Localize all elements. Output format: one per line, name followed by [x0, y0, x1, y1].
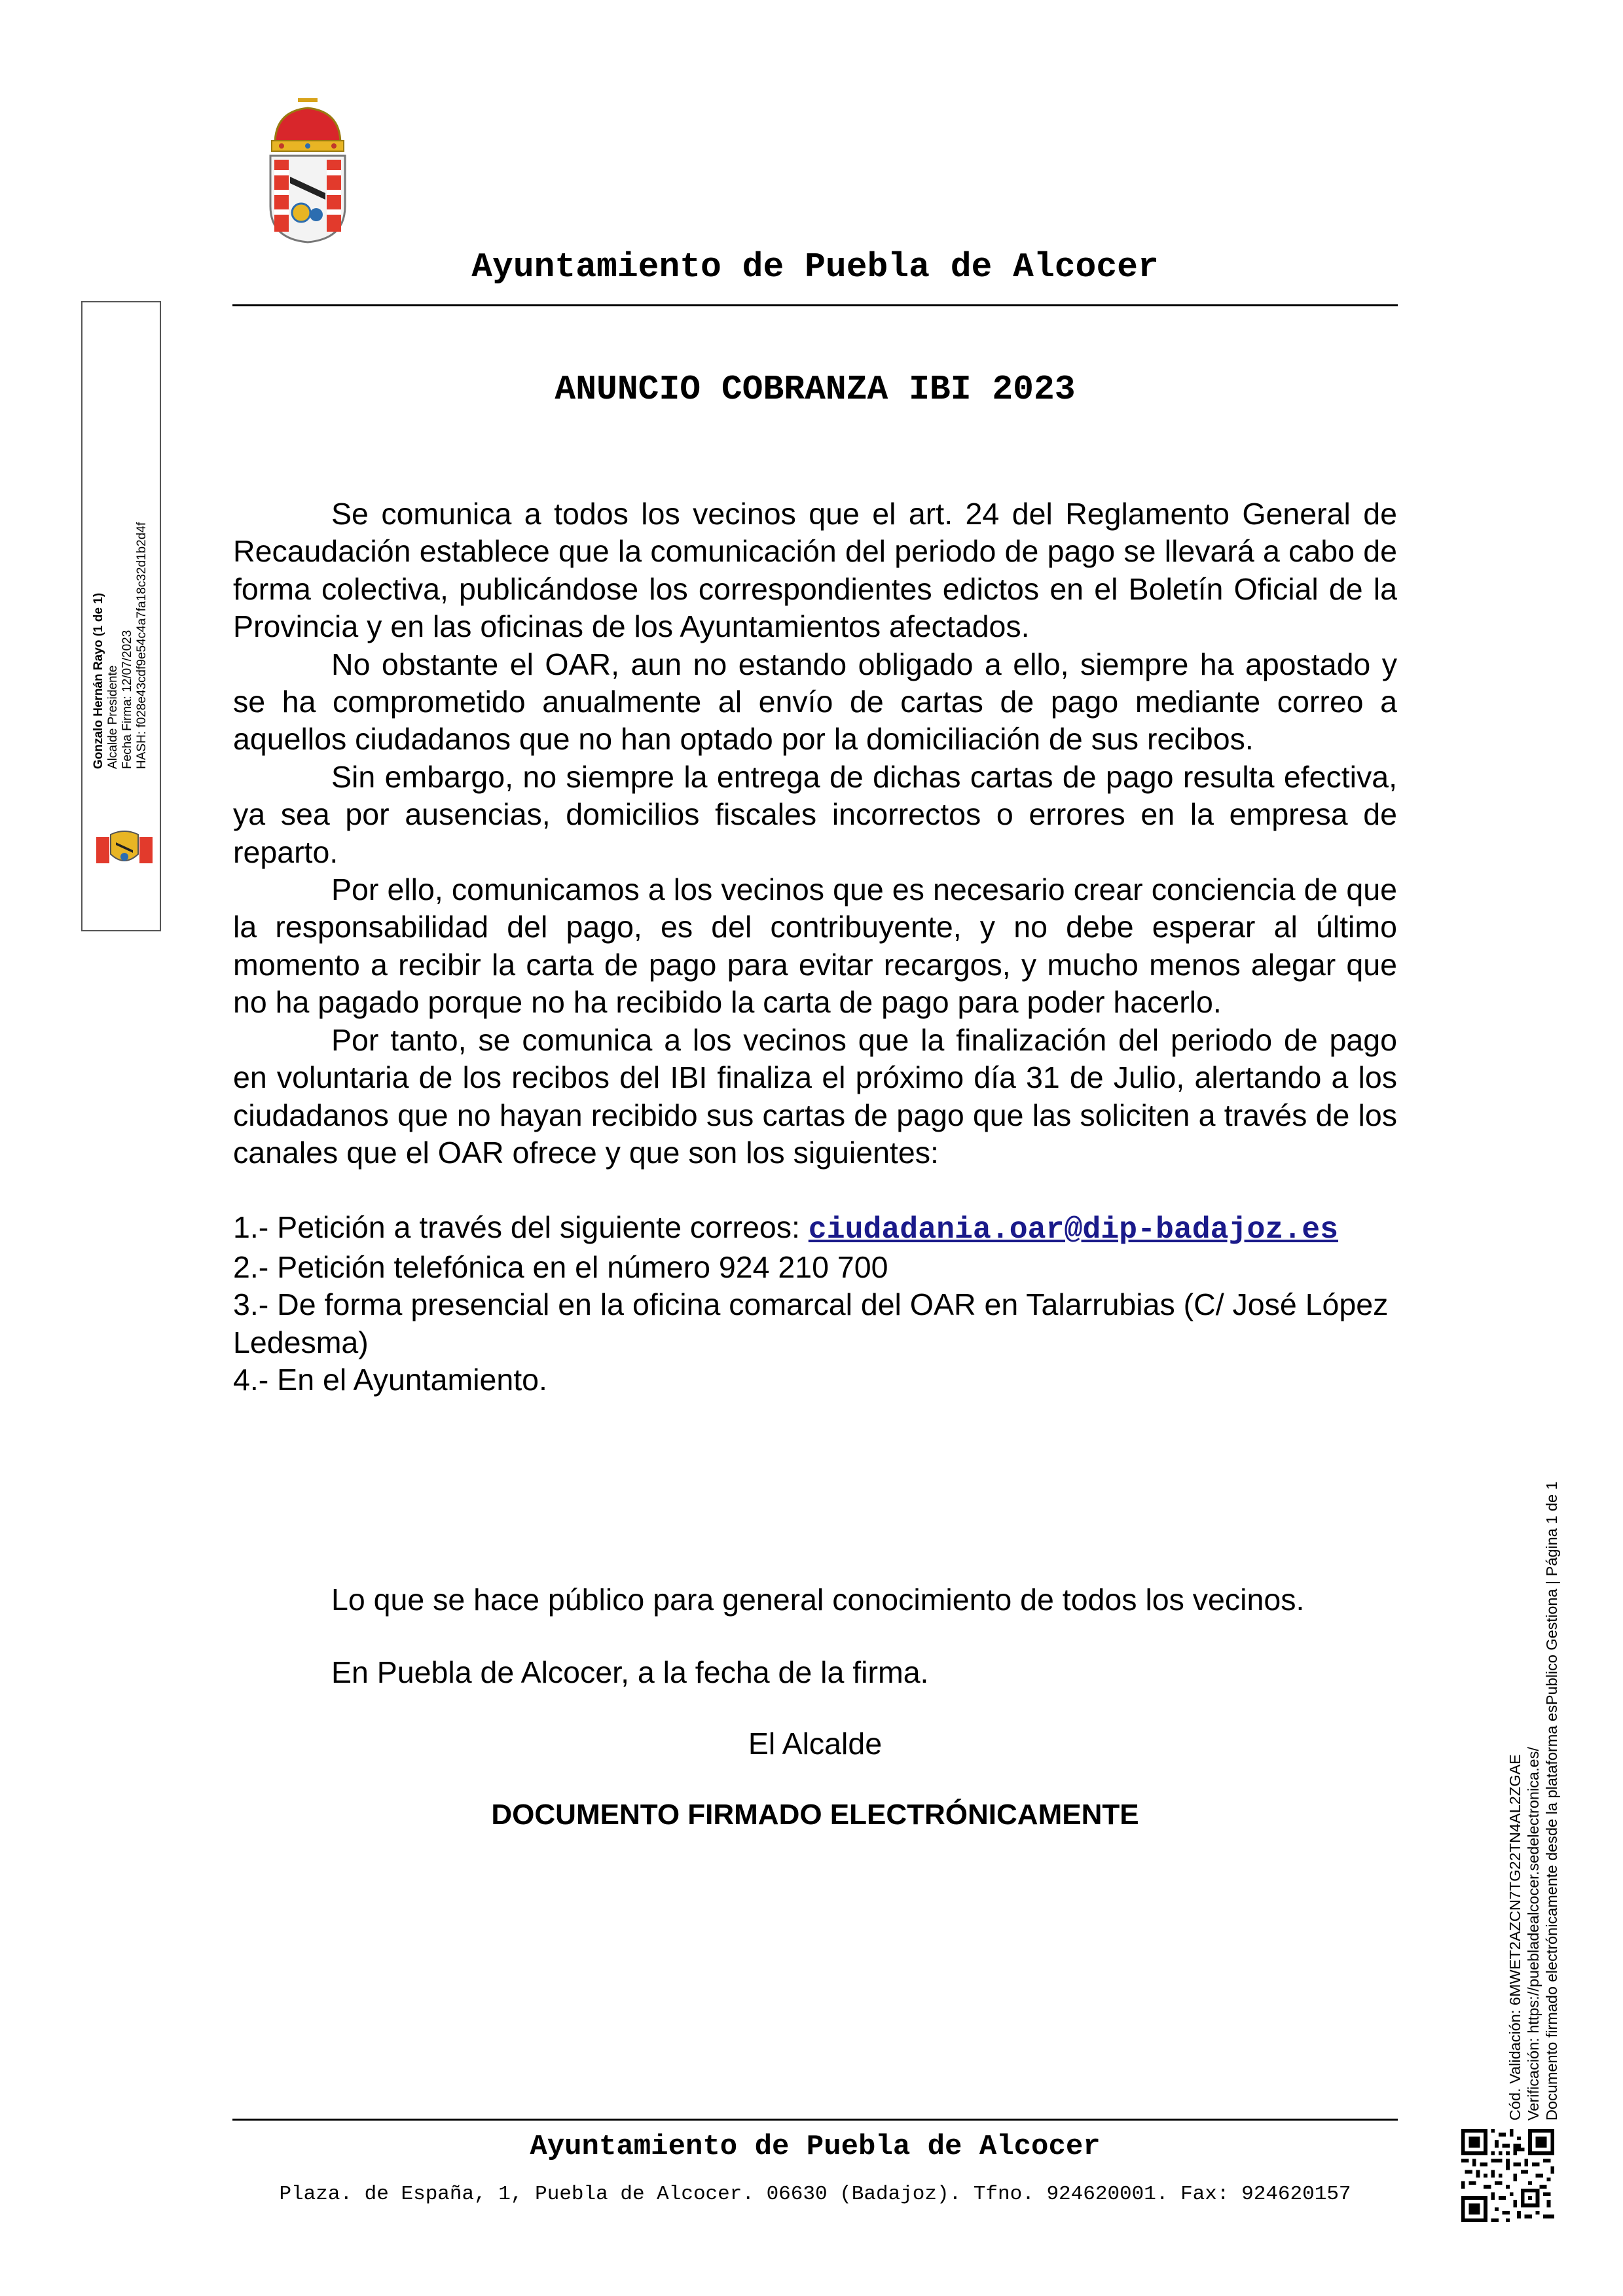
payment-channels-list	[233, 1209, 1397, 1399]
signer-name: Gonzalo Hernán Rayo (1 de 1)	[92, 592, 105, 769]
list-item: 2.- Petición telefónica en el número 924 210 700	[233, 1249, 888, 1284]
body-paragraph: Sin embargo, no siempre la entrega de dichas cartas de pago resulta efectiva, ya sea por ausencias, domicilios fiscales incorrectos o errores en la empresa de reparto.	[233, 759, 1397, 869]
list-item: 3.- De forma presencial en la oficina comarcal del OAR en Talarrubias (C/ José López Ledesma)	[233, 1287, 1389, 1359]
header-title: Ayuntamiento de Puebla de Alcocer	[471, 247, 1159, 287]
body-paragraph: Por ello, comunicamos a los vecinos que es necesario crear conciencia de que la responsabilidad del pago, es del contribuyente, y no debe esperar al último momento a recibir la carta de pago para evitar recargos, y mucho menos alegar que no ha pagado porque no ha recibido la carta de pago para poder hacerlo.	[233, 872, 1397, 1020]
header-divider	[232, 304, 1398, 306]
document-title: ANUNCIO COBRANZA IBI 2023	[555, 370, 1076, 409]
platform-notice: Documento firmado electrónicamente desde la plataforma esPublico Gestiona | Página 1 de 1	[1543, 1481, 1560, 2121]
verification-url[interactable]: Verificación: https://puebladealcocer.sedelectronica.es/	[1525, 1747, 1542, 2121]
body-paragraph: Por tanto, se comunica a los vecinos que la finalización del periodo de pago en voluntaria de los recibos del IBI finaliza el próximo día 31 de Julio, alertando a los ciudadanos que no hayan recibido sus cartas de pago que las soliciten a través de los canales que el OAR ofrece y que son los siguientes:	[233, 1022, 1397, 1170]
signer-role-closing: El Alcalde	[748, 1727, 883, 1761]
body-paragraph: No obstante el OAR, aun no estando obligado a ello, siempre ha apostado y se ha comprometido anualmente al envío de cartas de pago mediante correo a aquellos ciudadanos que no han optado por la domiciliación de sus recibos.	[233, 647, 1397, 757]
footer-address: Plaza. de España, 1, Puebla de Alcocer. 06630 (Badajoz). Tfno. 924620001. Fax: 924620157	[279, 2183, 1351, 2206]
document-body	[233, 495, 1397, 1399]
closing-statement: Lo que se hace público para general conocimiento de todos los vecinos.	[331, 1583, 1305, 1617]
list-item	[233, 1209, 1397, 1248]
coat-of-arms-icon	[95, 828, 154, 867]
list-item: 4.- En el Ayuntamiento.	[233, 1362, 547, 1397]
coat-of-arms-icon	[265, 98, 350, 243]
qr-code-icon[interactable]	[1461, 2129, 1554, 2222]
signature-hash: HASH: f028e43cdf9e54c4a7fa18c32d1b2d4f	[135, 522, 149, 769]
body-paragraph: Se comunica a todos los vecinos que el art. 24 del Reglamento General de Recaudación establece que la comunicación del periodo de pago se llevará a cabo de forma colectiva, publicándose los correspondientes edictos en el Boletín Oficial de la Provincia y en las oficinas de los Ayuntamientos afectados.	[233, 497, 1397, 644]
footer-title: Ayuntamiento de Puebla de Alcocer	[530, 2130, 1101, 2163]
validation-code: Cód. Validación: 6MWET2AZCN7TG22TN4AL2ZGAE	[1506, 1754, 1523, 2121]
signature-date: Fecha Firma: 12/07/2023	[120, 630, 134, 769]
list-item-text: 1.- Petición a través del siguiente correos:	[233, 1210, 809, 1245]
footer-divider	[232, 2119, 1398, 2121]
verification-details	[1506, 1427, 1561, 2121]
place-and-date: En Puebla de Alcocer, a la fecha de la firma.	[331, 1655, 929, 1689]
email-link[interactable]: ciudadania.oar@dip-badajoz.es	[808, 1212, 1339, 1247]
signer-role: Alcalde Presidente	[106, 665, 120, 769]
electronic-signature-notice: DOCUMENTO FIRMADO ELECTRÓNICAMENTE	[491, 1799, 1139, 1831]
signature-details	[92, 272, 149, 769]
